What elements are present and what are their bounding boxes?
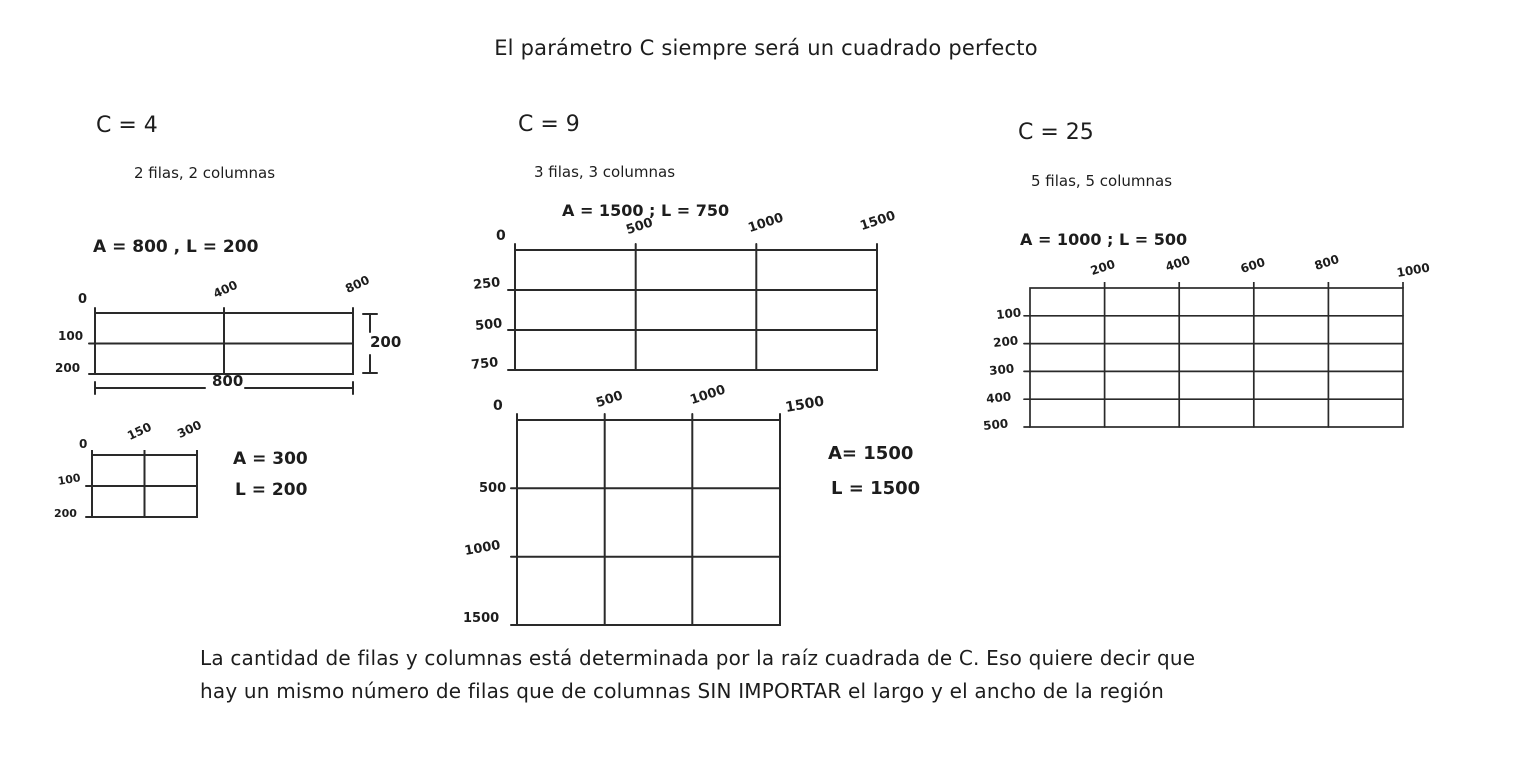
c4-grid2-drawing [85,450,210,525]
footer-line-1: La cantidad de filas y columnas está determinada por la raíz cuadrada de C. Eso quiere decir que [200,646,1196,670]
c4-grid1-width-brace-label: 800 [212,372,244,390]
c25-grid-top-tick-1: 400 [1163,252,1192,274]
section-c9-dims: 3 filas, 3 columnas [534,163,676,181]
c9-grid1-left-tick-1: 500 [474,316,503,334]
c4-grid2-top-tick-0: 0 [79,437,88,451]
c25-grid-left-tick-1: 200 [992,333,1019,350]
c4-grid2-top-tick-1: 150 [125,419,154,443]
c9-grid1-top-tick-3: 1500 [858,208,898,234]
c9-grid2-top-tick-2: 1000 [688,382,728,408]
section-c4-dims: 2 filas, 2 columnas [134,164,276,182]
c9-grid2-top-tick-3: 1500 [784,393,826,416]
c4-grid1-top-tick-0: 0 [78,292,88,307]
c9-grid1-drawing [505,243,890,378]
section-c25-dims: 5 filas, 5 columnas [1031,172,1173,190]
c25-grid-top-tick-4: 1000 [1395,260,1431,280]
c4-grid1-height-brace-label: 200 [370,333,402,351]
c9-grid1-params-label: A = 1500 ; L = 750 [562,201,730,220]
c4-grid2-left-tick-0: 100 [56,471,82,488]
c4-grid2-top-tick-2: 300 [175,417,204,441]
c4-grid1-left-tick-1: 200 [55,361,81,375]
footer-line-2: hay un mismo número de filas que de columnas SIN IMPORTAR el largo y el ancho de la región [200,679,1164,703]
c25-grid-drawing [1020,282,1420,437]
c4-grid1-top-tick-1: 400 [211,277,240,301]
c9-grid1-left-tick-2: 750 [470,355,499,373]
c9-grid2-l-label: L = 1500 [831,478,921,499]
page-title: El parámetro C siempre será un cuadrado perfecto [494,36,1038,60]
c4-grid2-l-label: L = 200 [235,480,308,500]
c25-grid-left-tick-4: 500 [982,416,1009,433]
c9-grid1-top-tick-0: 0 [496,228,506,244]
c25-grid-left-tick-3: 400 [985,389,1012,406]
c25-grid-top-tick-2: 600 [1238,254,1267,276]
c9-grid2-left-tick-0: 500 [479,481,507,496]
section-c4-label: C = 4 [96,113,158,138]
c9-grid1-top-tick-2: 1000 [746,210,786,236]
c9-grid2-left-tick-1: 1000 [463,537,502,559]
c25-grid-params-label: A = 1000 ; L = 500 [1020,230,1188,249]
c4-grid1-params-label: A = 800 , L = 200 [93,237,259,257]
c4-grid2-left-tick-1: 200 [54,507,77,520]
c9-grid2-a-label: A= 1500 [828,443,914,464]
c9-grid2-left-tick-2: 1500 [463,611,500,626]
c4-grid1-top-tick-2: 800 [343,272,372,296]
c9-grid2-drawing [507,412,797,637]
c25-grid-top-tick-3: 800 [1312,251,1341,273]
section-c9-label: C = 9 [518,112,580,137]
c25-grid-top-tick-0: 200 [1088,256,1117,278]
c4-grid1-left-tick-0: 100 [58,329,84,343]
c25-grid-left-tick-2: 300 [988,361,1015,378]
c25-grid-left-tick-0: 100 [995,305,1022,322]
c4-grid2-a-label: A = 300 [233,449,308,469]
c9-grid2-top-tick-0: 0 [493,398,503,414]
c9-grid2-top-tick-1: 500 [594,388,625,411]
c9-grid1-top-tick-1: 500 [624,215,655,238]
c9-grid1-left-tick-0: 250 [472,275,501,293]
section-c25-label: C = 25 [1018,120,1094,145]
